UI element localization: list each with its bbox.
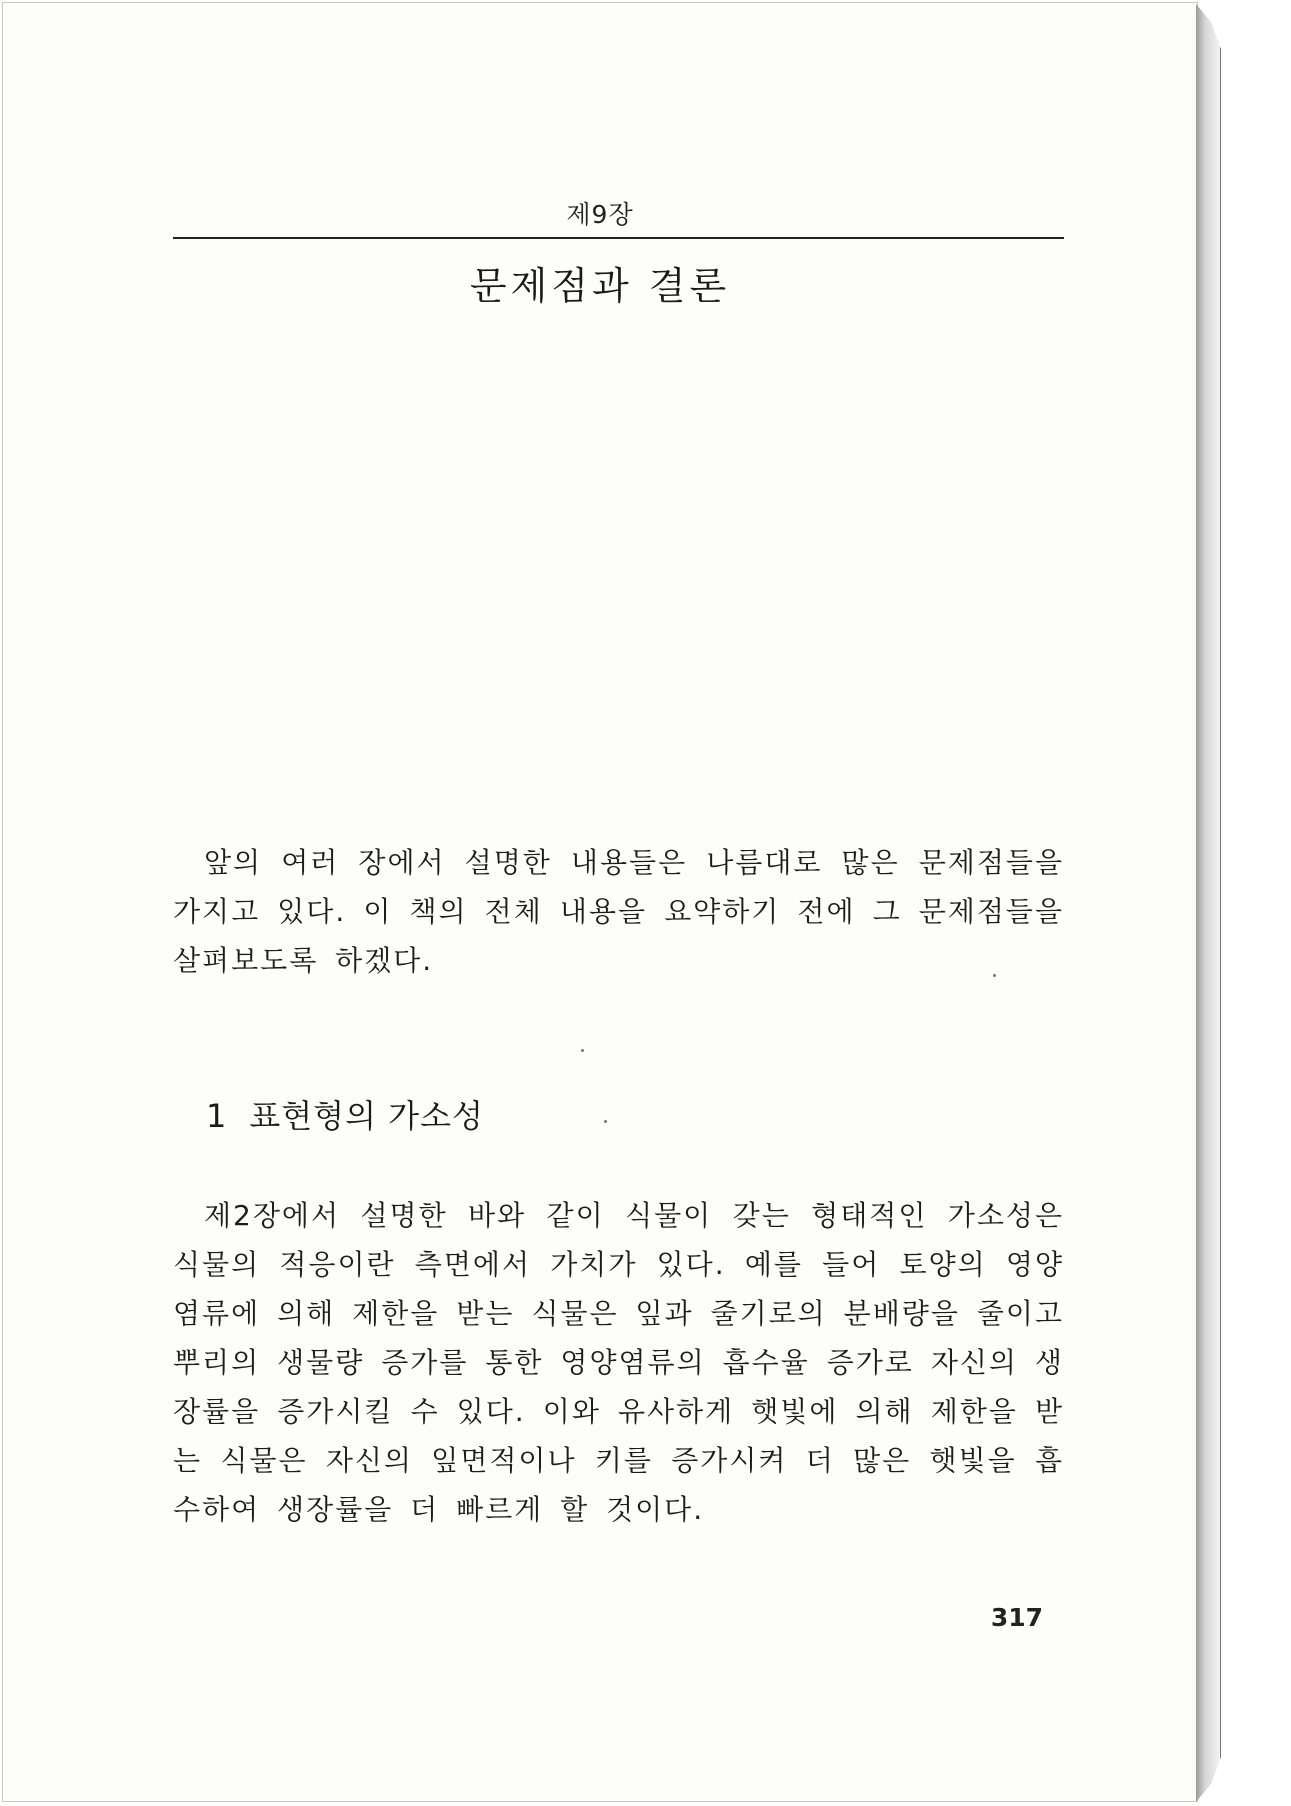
chapter-title: 문제점과 결론	[469, 264, 731, 308]
page-edge	[1196, 4, 1221, 1802]
section-paragraph: 제2장에서 설명한 바와 같이 식물이 갖는 형태적인 가소성은 식물의 적응이란 측면에서 가치가 있다. 예를 들어 토양의 영양염류에 의해 제한을 받는 식물은 잎과 줄기로의 분배량을 줄이고 뿌리의 생물량 증가를 통한 영양염류의 흡수율 증가로 자신의 생장률을 증가시킬 수 있다. 이와 유사하게 햇빛에 의해 제한을 받는 식물은 자신의 잎면적이나 키를 증가시켜 더 많은 햇빛을 흡수하여 생장률을 더 빠르게 할 것이다.	[173, 1199, 1064, 1526]
section-number: 1	[206, 1097, 228, 1135]
page-number: 317	[990, 1603, 1043, 1632]
chapter-label: 제9장	[566, 200, 634, 229]
section-heading	[206, 1091, 484, 1137]
chapter-rule	[173, 237, 1064, 239]
section-title: 표현형의 가소성	[249, 1097, 484, 1135]
scan-speck	[581, 1049, 584, 1052]
intro-paragraph: 앞의 여러 장에서 설명한 내용들은 나름대로 많은 문제점들을 가지고 있다. 이 책의 전체 내용을 요약하기 전에 그 문제점들을 살펴보도록 하겠다.	[173, 846, 1064, 977]
scan-speck	[604, 1120, 607, 1123]
book-page	[2, 2, 1198, 1802]
scan-speck	[993, 974, 996, 977]
